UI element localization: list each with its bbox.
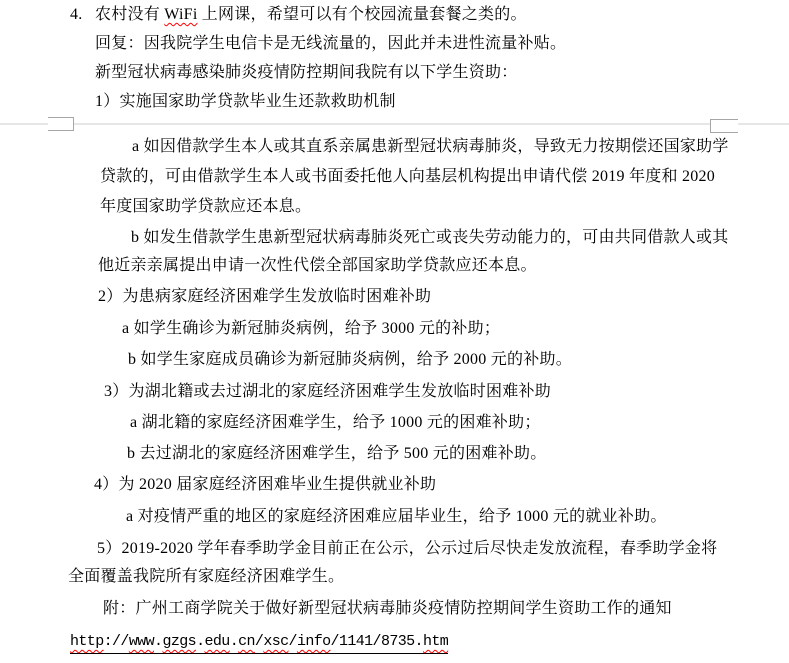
url-segment: htm xyxy=(422,633,449,650)
url-segment: http xyxy=(70,633,104,650)
url-segment: . xyxy=(196,633,205,650)
item-1-b-line-2: 他近亲亲属提出申请一次性代偿全部国家助学贷款应还本息。 xyxy=(98,257,537,274)
page-margin-mark-right xyxy=(710,119,738,133)
item-4-heading: 4）为 2020 届家庭经济困难毕业生提供就业补助 xyxy=(94,476,437,493)
item-1-a-line-2: 贷款的，可由借款学生本人或书面委托他人向基层机构提出申请代偿 2019 年度和 2020 xyxy=(100,168,716,185)
url-segment: gzgs xyxy=(162,633,197,650)
url-segment: edu xyxy=(204,633,230,650)
item-4-a-line: a 对疫情严重的地区的家庭经济困难应届毕业生，给予 1000 元的就业补助。 xyxy=(126,508,667,525)
url-segment: :// xyxy=(103,633,129,650)
attachment-url-line xyxy=(70,631,448,654)
list-number: 4. xyxy=(70,6,83,23)
attachment-url[interactable] xyxy=(70,632,448,654)
wifi-misspelled-word: WiFi xyxy=(164,6,198,23)
item-2-a-line: a 如学生确诊为新冠肺炎病例，给予 3000 元的补助； xyxy=(122,320,501,337)
url-segment: . xyxy=(229,633,239,650)
url-segment: info xyxy=(296,633,331,650)
url-segment: xsc xyxy=(263,633,289,650)
url-segment: . xyxy=(154,633,163,650)
url-segment: /1141/8735. xyxy=(330,633,423,650)
attachment-label: 附：广州工商学院关于做好新型冠状病毒肺炎疫情防控期间学生资助工作的通知 xyxy=(103,600,672,617)
item-5-line-2: 全面覆盖我院所有家庭经济困难学生。 xyxy=(68,568,345,585)
item-1-a-line-3: 年度国家助学贷款应还本息。 xyxy=(100,198,312,215)
item-2-heading: 2）为患病家庭经济困难学生发放临时困难补助 xyxy=(98,288,432,305)
item-3-a-line: a 湖北籍的家庭经济困难学生，给予 1000 元的困难补助； xyxy=(130,414,541,431)
url-segment: cn xyxy=(238,633,255,650)
page-break-line xyxy=(0,123,789,125)
item-3-b-line: b 去过湖北的家庭经济困难学生，给予 500 元的困难补助。 xyxy=(127,445,547,462)
url-segment: www xyxy=(128,633,155,650)
question-line xyxy=(70,5,527,25)
aid-intro-line: 新型冠状病毒感染肺炎疫情防控期间我院有以下学生资助： xyxy=(95,64,518,81)
item-3-heading: 3）为湖北籍或去过湖北的家庭经济困难学生发放临时困难补助 xyxy=(104,383,552,400)
reply-line: 回复：因我院学生电信卡是无线流量的，因此并未进性流量补贴。 xyxy=(95,35,567,52)
item-5-line-1: 5）2019-2020 学年春季助学金目前正在公示，公示过后尽快走发放流程，春季助学金将 xyxy=(97,540,718,557)
question-text-after: 上网课，希望可以有个校园流量套餐之类的。 xyxy=(197,6,527,23)
item-1-b-line-1: b 如发生借款学生患新型冠状病毒肺炎死亡或丧失劳动能力的，可由共同借款人或其 xyxy=(131,229,729,246)
url-segment: / xyxy=(288,633,297,650)
item-2-b-line: b 如学生家庭成员确诊为新冠肺炎病例，给予 2000 元的补助。 xyxy=(128,351,573,368)
page-margin-mark-left xyxy=(48,117,74,131)
question-text-before: 农村没有 xyxy=(95,6,165,23)
url-segment: / xyxy=(254,633,264,650)
item-1-a-line-1: a 如因借款学生本人或其直系亲属患新型冠状病毒肺炎，导致无力按期偿还国家助学 xyxy=(132,138,729,155)
item-1-heading: 1）实施国家助学贷款毕业生还款救助机制 xyxy=(95,93,396,110)
